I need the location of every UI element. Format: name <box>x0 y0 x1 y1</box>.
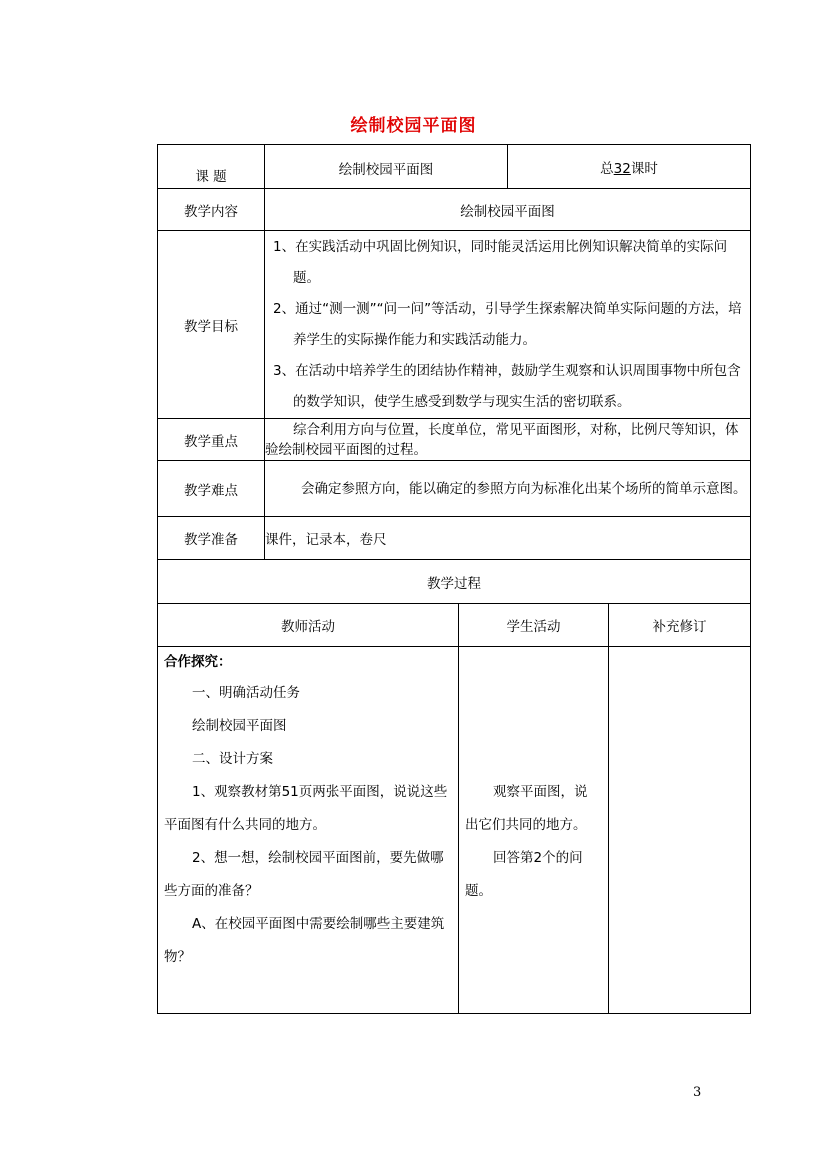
content-value: 绘制校园平面图 <box>265 189 751 231</box>
difficulties-text: 会确定参照方向，能以确定的参照方向为标准化出某个场所的简单示意图。 <box>265 461 751 517</box>
goals-row <box>158 231 751 419</box>
teacher-step-1: 一、明确活动任务 <box>192 685 300 701</box>
teacher-question-2: 2、想一想，绘制校园平面图前，要先做哪些方面的准备？ <box>164 850 444 899</box>
goal-item: 3、在活动中培养学生的团结协作精神，鼓励学生观察和认识周围事物中所包含的数学知识，使学生感受到数学与现实生活的密切联系。 <box>273 363 741 410</box>
student-activity-cell <box>459 647 609 1014</box>
teacher-heading: 合作探究： <box>164 654 232 670</box>
goal-item: 2、通过“测一测”“问一问”等活动，引导学生探索解决简单实际问题的方法，培养学生的实际操作能力和实践活动能力。 <box>273 301 742 348</box>
teacher-step-2: 二、设计方案 <box>192 751 273 767</box>
student-answer-2: 回答第2个的问题。 <box>465 850 583 899</box>
col-revise-header: 补充修订 <box>609 604 751 647</box>
process-title-row <box>158 560 751 604</box>
student-answer-1: 观察平面图，说出它们共同的地方。 <box>465 784 588 833</box>
preparation-row <box>158 517 751 560</box>
goals-list <box>265 231 751 419</box>
total-hours <box>508 145 751 189</box>
difficulties-row <box>158 461 751 517</box>
teacher-activity-cell <box>158 647 459 1014</box>
content-row <box>158 189 751 231</box>
key-points-row <box>158 419 751 461</box>
lesson-plan-table <box>157 144 751 1014</box>
preparation-text: 课件，记录本，卷尺 <box>265 517 751 560</box>
preparation-label: 教学准备 <box>158 517 265 560</box>
difficulties-label: 教学难点 <box>158 461 265 517</box>
teacher-step-1-text: 绘制校园平面图 <box>192 718 287 734</box>
topic-row <box>158 145 751 189</box>
revise-cell <box>609 647 751 1014</box>
teacher-question-1: 1、观察教材第51页两张平面图，说说这些平面图有什么共同的地方。 <box>164 784 448 833</box>
key-points-label: 教学重点 <box>158 419 265 461</box>
process-body-row <box>158 647 751 1014</box>
process-header-row <box>158 604 751 647</box>
topic-value: 绘制校园平面图 <box>265 145 508 189</box>
col-student-header: 学生活动 <box>459 604 609 647</box>
total-prefix: 总 <box>600 160 614 177</box>
goals-label: 教学目标 <box>158 231 265 419</box>
teacher-question-a: A、在校园平面图中需要绘制哪些主要建筑物？ <box>164 916 445 965</box>
total-suffix: 课时 <box>630 160 658 177</box>
goal-item: 1、在实践活动中巩固比例知识，同时能灵活运用比例知识解决简单的实际问题。 <box>273 239 728 286</box>
content-label: 教学内容 <box>158 189 265 231</box>
topic-label: 课 题 <box>158 145 265 189</box>
key-points-text: 综合利用方向与位置，长度单位，常见平面图形，对称，比例尺等知识，体验绘制校园平面图的过程。 <box>265 419 751 461</box>
process-title: 教学过程 <box>158 560 751 604</box>
page-number: 3 <box>693 1085 702 1100</box>
document-title: 绘制校园平面图 <box>350 116 477 136</box>
col-teacher-header: 教师活动 <box>158 604 459 647</box>
total-number: 32 <box>613 160 631 177</box>
